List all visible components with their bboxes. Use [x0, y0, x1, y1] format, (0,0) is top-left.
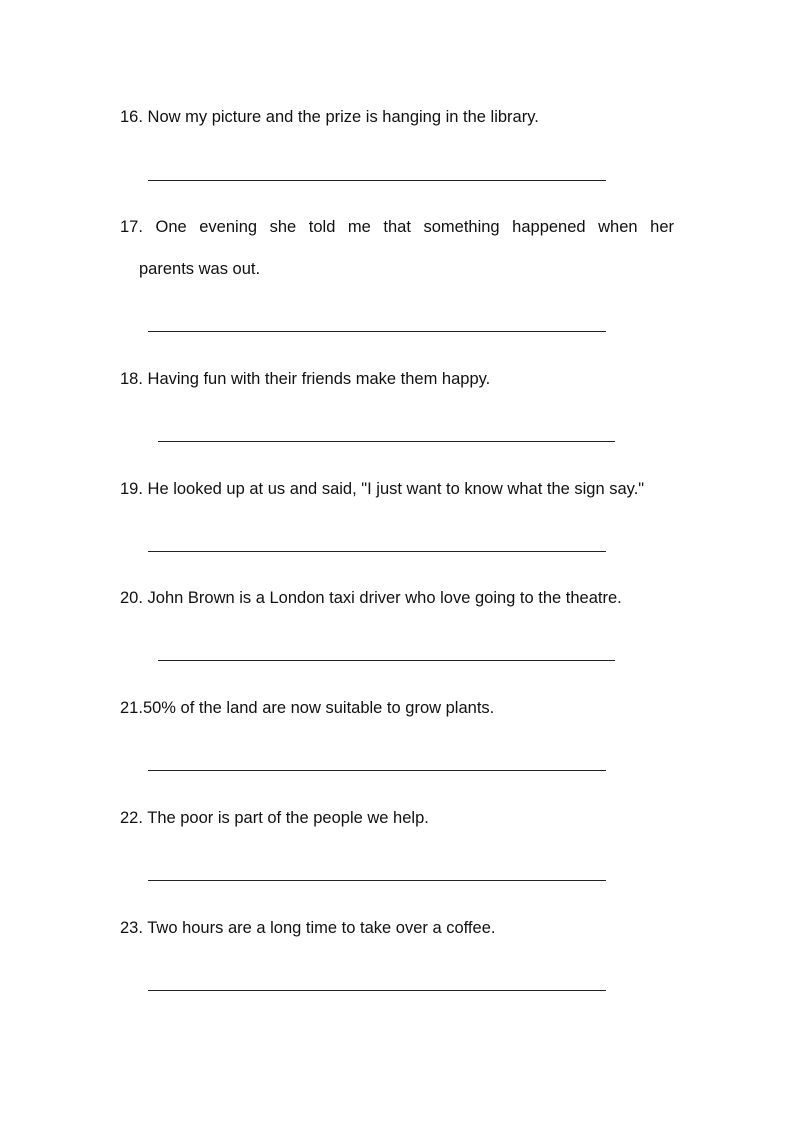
- question-number: 21.: [120, 699, 143, 717]
- question-text: He looked up at us and said, "I just want to know what the sign say.": [147, 480, 645, 498]
- answer-line-23[interactable]: [148, 990, 606, 991]
- question-text-line-1: [120, 206, 674, 248]
- answer-line-16[interactable]: [148, 180, 606, 181]
- question-16: [120, 96, 674, 138]
- question-text: The poor is part of the people we help.: [147, 809, 429, 827]
- question-text: John Brown is a London taxi driver who love going to the theatre.: [147, 589, 622, 607]
- answer-line-17[interactable]: [148, 331, 606, 332]
- question-text: Now my picture and the prize is hanging in the library.: [147, 108, 539, 126]
- question-number: 22.: [120, 809, 143, 827]
- question-23: [120, 907, 674, 949]
- question-text: Two hours are a long time to take over a coffee.: [147, 919, 496, 937]
- answer-line-22[interactable]: [148, 880, 606, 881]
- question-number: 20.: [120, 589, 143, 607]
- question-number: 23.: [120, 919, 143, 937]
- question-text: One evening she told me that something happened when her: [155, 218, 674, 236]
- question-20: [120, 577, 674, 619]
- question-text-line-2: parents was out.: [139, 260, 261, 278]
- question-number: 19.: [120, 480, 143, 498]
- question-number: 17.: [120, 218, 143, 236]
- question-text: 50% of the land are now suitable to grow plants.: [142, 699, 495, 717]
- answer-line-19[interactable]: [148, 551, 606, 552]
- question-19: [120, 468, 674, 510]
- question-21: [120, 687, 674, 729]
- question-number: 18.: [120, 370, 143, 388]
- question-18: [120, 358, 674, 400]
- question-number: 16.: [120, 108, 143, 126]
- answer-line-21[interactable]: [148, 770, 606, 771]
- answer-line-20[interactable]: [158, 660, 615, 661]
- answer-line-18[interactable]: [158, 441, 615, 442]
- question-22: [120, 797, 674, 839]
- question-text: Having fun with their friends make them happy.: [147, 370, 491, 388]
- question-17: [120, 206, 674, 290]
